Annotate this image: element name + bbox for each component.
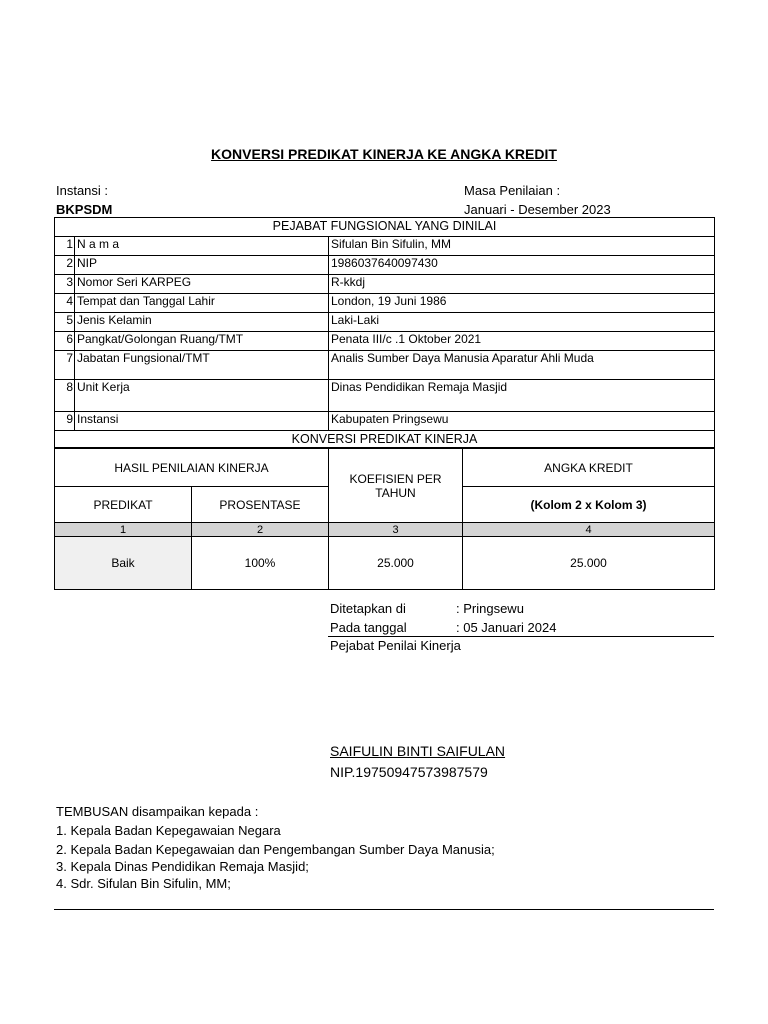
prosentase-header: PROSENTASE xyxy=(192,487,329,523)
identity-row xyxy=(55,237,715,256)
row-value: Laki-Laki xyxy=(329,313,715,332)
row-label: Unit Kerja xyxy=(75,380,329,412)
hasil-penilaian-header: HASIL PENILAIAN KINERJA xyxy=(55,449,329,487)
row-value: 1986037640097430 xyxy=(329,256,715,275)
row-number: 6 xyxy=(55,332,75,351)
predikat-header: PREDIKAT xyxy=(55,487,192,523)
ditetapkan-value: : Pringsewu xyxy=(456,601,524,616)
identity-row xyxy=(55,412,715,431)
masa-penilaian-value: Januari - Desember 2023 xyxy=(464,202,611,217)
identity-table xyxy=(54,217,715,448)
divider-line xyxy=(328,636,714,637)
instansi-value: BKPSDM xyxy=(56,202,113,217)
row-value: London, 19 Juni 1986 xyxy=(329,294,715,313)
predikat-value: Baik xyxy=(55,537,192,590)
column-number: 1 xyxy=(55,523,192,537)
angka-kredit-formula: (Kolom 2 x Kolom 3) xyxy=(463,487,715,523)
row-value: Analis Sumber Daya Manusia Aparatur Ahli Muda xyxy=(329,351,715,380)
tembusan-header: TEMBUSAN disampaikan kepada : xyxy=(56,804,259,819)
ditetapkan-label: Ditetapkan di xyxy=(330,601,406,616)
tembusan-item: 2. Kepala Badan Kepegawaian dan Pengembangan Sumber Daya Manusia; xyxy=(56,842,495,857)
signer-nip: NIP.19750947573987579 xyxy=(330,764,488,780)
document-title: KONVERSI PREDIKAT KINERJA KE ANGKA KREDIT xyxy=(211,146,557,162)
row-number: 8 xyxy=(55,380,75,412)
conversion-table xyxy=(54,448,715,590)
identity-row xyxy=(55,332,715,351)
row-label: Jenis Kelamin xyxy=(75,313,329,332)
angka-kredit-value: 25.000 xyxy=(463,537,715,590)
tembusan-item: 1. Kepala Badan Kepegawaian Negara xyxy=(56,823,281,838)
column-number: 2 xyxy=(192,523,329,537)
row-number: 2 xyxy=(55,256,75,275)
row-value: Penata III/c .1 Oktober 2021 xyxy=(329,332,715,351)
row-value: Sifulan Bin Sifulin, MM xyxy=(329,237,715,256)
koefisien-value: 25.000 xyxy=(329,537,463,590)
tanggal-label: Pada tanggal xyxy=(330,620,407,635)
row-label: Pangkat/Golongan Ruang/TMT xyxy=(75,332,329,351)
row-label: Jabatan Fungsional/TMT xyxy=(75,351,329,380)
identity-row xyxy=(55,294,715,313)
identity-row xyxy=(55,380,715,412)
signer-name: SAIFULIN BINTI SAIFULAN xyxy=(330,743,506,759)
row-number: 4 xyxy=(55,294,75,313)
row-label: Instansi xyxy=(75,412,329,431)
angka-kredit-header: ANGKA KREDIT xyxy=(463,449,715,487)
koefisien-header: KOEFISIEN PER TAHUN xyxy=(329,449,463,523)
row-label: Nomor Seri KARPEG xyxy=(75,275,329,294)
column-number: 3 xyxy=(329,523,463,537)
prosentase-value: 100% xyxy=(192,537,329,590)
footer-divider xyxy=(54,909,714,910)
row-number: 9 xyxy=(55,412,75,431)
identity-row xyxy=(55,351,715,380)
row-label: Tempat dan Tanggal Lahir xyxy=(75,294,329,313)
section-header: PEJABAT FUNGSIONAL YANG DINILAI xyxy=(55,218,715,237)
identity-row xyxy=(55,256,715,275)
conversion-header: KONVERSI PREDIKAT KINERJA xyxy=(55,431,715,448)
row-value: R-kkdj xyxy=(329,275,715,294)
identity-row xyxy=(55,275,715,294)
tembusan-item: 4. Sdr. Sifulan Bin Sifulin, MM; xyxy=(56,876,231,891)
row-label: N a m a xyxy=(75,237,329,256)
table-row xyxy=(55,537,715,590)
identity-row xyxy=(55,313,715,332)
row-label: NIP xyxy=(75,256,329,275)
row-number: 5 xyxy=(55,313,75,332)
row-number: 7 xyxy=(55,351,75,380)
row-value: Dinas Pendidikan Remaja Masjid xyxy=(329,380,715,412)
tanggal-value: : 05 Januari 2024 xyxy=(456,620,557,635)
tembusan-item: 3. Kepala Dinas Pendidikan Remaja Masjid; xyxy=(56,859,309,874)
row-number: 3 xyxy=(55,275,75,294)
column-number: 4 xyxy=(463,523,715,537)
instansi-label: Instansi : xyxy=(56,183,109,198)
row-number: 1 xyxy=(55,237,75,256)
row-value: Kabupaten Pringsewu xyxy=(329,412,715,431)
pejabat-penilai-label: Pejabat Penilai Kinerja xyxy=(330,638,461,653)
masa-penilaian-label: Masa Penilaian : xyxy=(464,183,561,198)
